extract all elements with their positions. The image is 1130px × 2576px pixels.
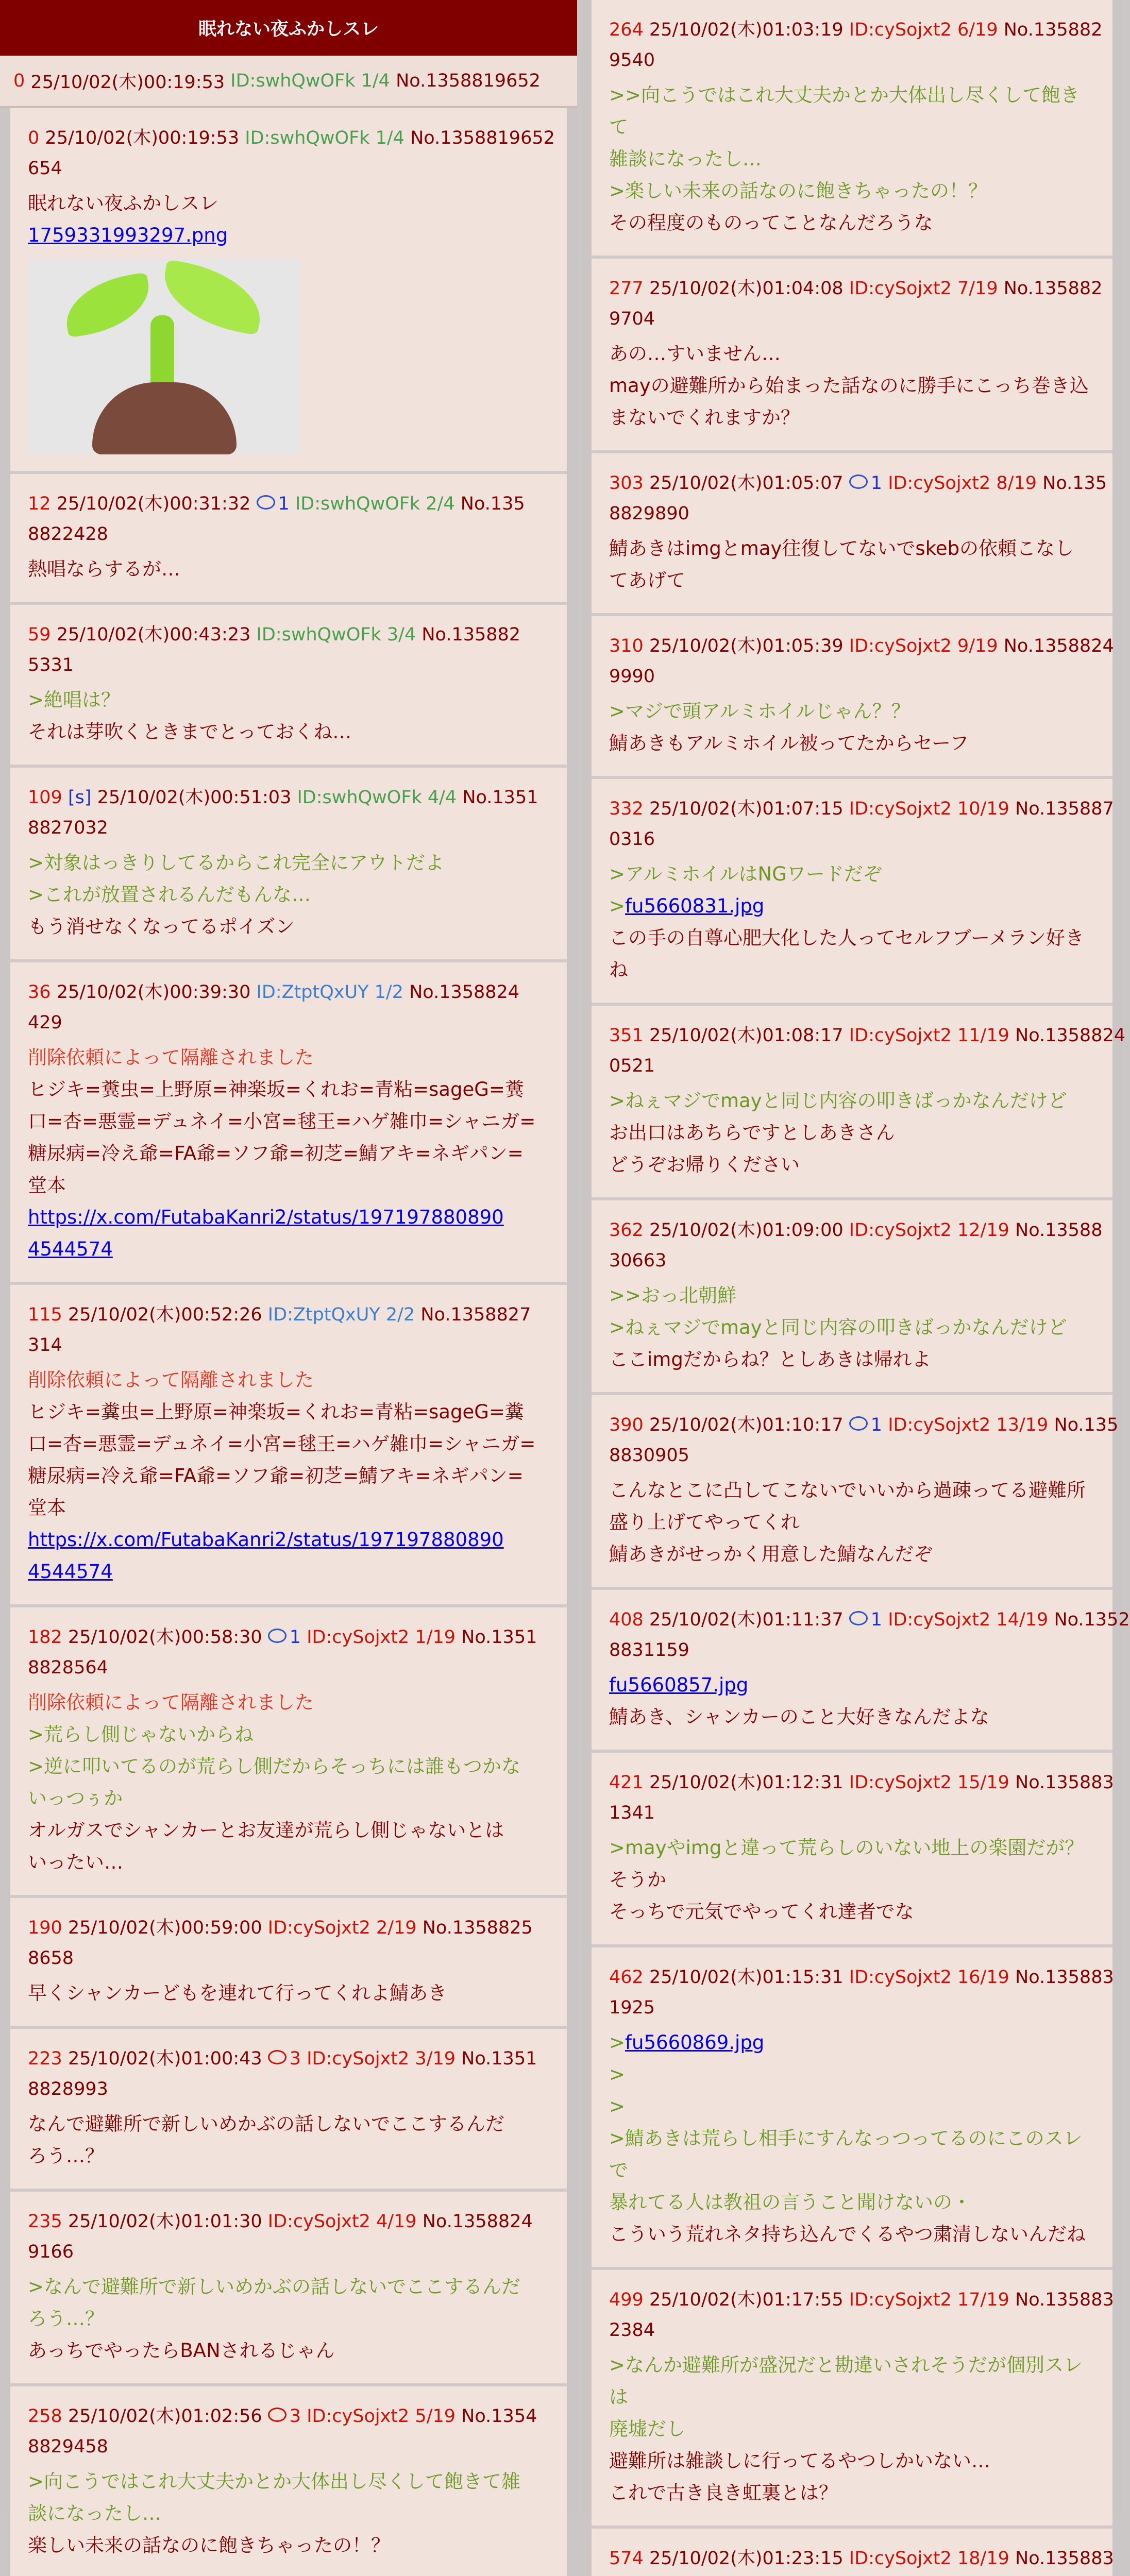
poster-id[interactable]: ID:cySojxt2 16/19: [849, 1967, 1009, 1988]
post-no-continued: [609, 2574, 1097, 2576]
leaf-left-shape: [60, 272, 156, 338]
text-line: 眠れない夜ふかしスレ: [28, 192, 218, 214]
post: [10, 1285, 567, 1607]
post-header: [28, 2401, 551, 2432]
quote-line: >これが放置されるんだもんな…: [28, 884, 311, 906]
post-number[interactable]: 182: [28, 1627, 62, 1648]
post-body: [609, 2027, 1097, 2250]
thread-title-bar: [0, 0, 577, 56]
post-no-continued: 8828564: [28, 1657, 108, 1678]
quote-line: >>向こうではこれ大丈夫かとか大体出し尽くして飽きて: [609, 84, 1080, 138]
reply-bubble-icon[interactable]: [268, 1629, 286, 1643]
poster-id[interactable]: ID:swhQwOFk 1/4: [230, 71, 390, 91]
post-date: 25/10/02(木)00:19:53: [45, 128, 240, 148]
post-no[interactable]: No.135883: [1015, 1772, 1114, 1793]
post-header: [28, 1912, 551, 1943]
poster-id[interactable]: ID:swhQwOFk 1/4: [245, 128, 404, 148]
post-number[interactable]: 223: [28, 2048, 62, 2069]
quote-line: >マジで頭アルミホイルじゃん？？: [609, 700, 910, 722]
post-no-continued: 8828993: [28, 2079, 108, 2099]
quote-line: ろう…？: [28, 2308, 104, 2330]
poster-id[interactable]: ID:cySojxt2 4/19: [267, 2211, 417, 2232]
post-number[interactable]: 499: [609, 2290, 644, 2310]
post-number[interactable]: 310: [609, 636, 644, 656]
quote-line: >なんで避難所で新しいめかぶの話しないでここするんだ: [28, 2276, 521, 2298]
post-body: [28, 684, 551, 748]
sprout-image[interactable]: [28, 259, 300, 454]
post-date: 25/10/02(木)01:12:31: [649, 1772, 844, 1793]
post-body: [609, 1832, 1097, 1928]
post-header: [609, 2284, 1114, 2315]
post: [592, 616, 1112, 779]
post-date: 25/10/02(木)00:52:26: [68, 1304, 262, 1325]
quote-line: >絶唱は？: [28, 689, 121, 711]
post-body: [28, 1042, 551, 1265]
text-line: ね: [609, 959, 628, 981]
post-header: [609, 273, 1103, 304]
post-number[interactable]: 12: [28, 494, 51, 514]
post-no-continued: 8830905: [609, 1445, 689, 1466]
text-line: ここimgだからね？としあきは帰れよ: [609, 1348, 931, 1370]
quote-line: >>おっ北朝鮮: [609, 1284, 737, 1307]
text-line: お出口はあちらですとしあきさん: [609, 1122, 895, 1144]
text-line: これで古き良き虹裏とは？: [609, 2482, 838, 2504]
post-number[interactable]: 190: [28, 1918, 62, 1938]
post-body: [609, 338, 1097, 434]
text-line: 糖尿病=冷え爺=FA爺=ソフ爺=初芝=鯖アキ=ネギパン=: [28, 1465, 524, 1487]
deletion-notice: 削除依頼によって隔離されました: [28, 1691, 314, 1714]
post-body: [609, 79, 1097, 239]
text-line: それは芽吹くときまでとっておくね…: [28, 721, 352, 743]
soil-mound-shape: [92, 382, 237, 454]
post-date: 25/10/02(木)00:59:00: [68, 1918, 262, 1938]
text-line: 熱唱ならするが…: [28, 558, 180, 580]
post-body: [28, 188, 551, 251]
post-date: 25/10/02(木)00:39:30: [56, 982, 251, 1003]
file-link[interactable]: fu5660869.jpg: [625, 2031, 765, 2054]
reply-count[interactable]: 1: [870, 1415, 883, 1435]
post-date: 25/10/02(木)00:43:23: [56, 624, 251, 645]
post-date: 25/10/02(木)00:19:53: [30, 72, 225, 93]
post-body: [609, 1475, 1097, 1570]
text-line: 盛り上げてやってくれ: [609, 1511, 800, 1533]
post-link[interactable]: fu5660857.jpg: [609, 1674, 749, 1696]
post-date: 25/10/02(木)01:01:30: [68, 2211, 262, 2232]
quote-line: >: [609, 2063, 626, 2086]
post-date: 25/10/02(木)00:31:32: [56, 494, 251, 514]
post-body: [609, 696, 1097, 759]
quote-line: >fu5660831.jpg: [609, 895, 765, 917]
deletion-notice: 削除依頼によって隔離されました: [28, 1046, 314, 1069]
reply-bubble-icon[interactable]: [849, 474, 868, 489]
post: [592, 1200, 1112, 1395]
post: [10, 605, 567, 768]
post: [10, 1898, 567, 2029]
post-no-continued: 30663: [609, 1250, 667, 1271]
post: [10, 962, 567, 1285]
post-body: [28, 2271, 551, 2367]
text-line: そうか: [609, 1869, 666, 1891]
poster-id[interactable]: ID:swhQwOFk 2/4: [295, 494, 455, 514]
post-no[interactable]: No.135887: [1015, 799, 1114, 819]
post-header: [609, 1767, 1114, 1798]
post-no[interactable]: No.135883: [1015, 2548, 1114, 2569]
post-date: 25/10/02(木)00:51:03: [97, 787, 292, 808]
file-link[interactable]: fu5660831.jpg: [625, 895, 765, 917]
reply-bubble-icon[interactable]: [849, 1611, 868, 1625]
post-no-continued: 8831159: [609, 1640, 689, 1660]
text-line: なんで避難所で新しいめかぶの話しないでここするんだ: [28, 2113, 504, 2135]
quote-line: >アルミホイルはNGワードだぞ: [609, 863, 882, 885]
post-no-continued: 0521: [609, 1056, 655, 1076]
post-no[interactable]: No.1358827: [420, 1304, 531, 1325]
poster-id[interactable]: ID:cySojxt2 13/19: [888, 1415, 1049, 1435]
post-body: [609, 858, 1097, 986]
text-line: その程度のものってことなんだろうな: [609, 212, 933, 234]
post-no[interactable]: No.1358825: [422, 1918, 533, 1938]
post-date: 25/10/02(木)01:03:19: [649, 20, 844, 40]
post-no[interactable]: No.13588: [1015, 1220, 1103, 1241]
post-link[interactable]: 4544574: [28, 1238, 113, 1260]
post-number[interactable]: 390: [609, 1415, 644, 1435]
poster-id[interactable]: ID:cySojxt2 18/19: [849, 2548, 1009, 2569]
post: [592, 779, 1112, 1006]
text-line: そっちで元気でやってくれ達者でな: [609, 1901, 914, 1923]
text-line: 早くシャンカーどもを連れて行ってくれよ鯖あき: [28, 1982, 447, 2004]
poster-id[interactable]: ID:cySojxt2 2/19: [267, 1918, 417, 1938]
post-no[interactable]: No.1354: [461, 2406, 537, 2427]
text-line: ろう…？: [28, 2145, 104, 2167]
right-post-list: [581, 0, 1130, 2576]
post-header: [609, 1020, 1125, 1051]
text-line: いったい…: [28, 1851, 123, 1873]
post-link[interactable]: https://x.com/FutabaKanri2/status/197197880890: [28, 1206, 504, 1228]
post-no[interactable]: No.1351: [462, 787, 538, 808]
post-header: [28, 1299, 551, 1330]
reply-count[interactable]: 3: [289, 2406, 301, 2427]
poster-id[interactable]: ID:cySojxt2 8/19: [888, 473, 1037, 494]
post: [592, 259, 1112, 453]
post-header: [609, 1962, 1114, 1993]
post-number[interactable]: 235: [28, 2211, 62, 2232]
poster-id[interactable]: ID:swhQwOFk 4/4: [297, 787, 457, 808]
text-line: あっちでやったらBANされるじゃん: [28, 2340, 335, 2362]
post-number[interactable]: 332: [609, 799, 644, 819]
post-date: 25/10/02(木)01:17:55: [649, 2290, 844, 2310]
post-number[interactable]: 408: [609, 1609, 644, 1630]
poster-id[interactable]: ID:ZtptQxUY 1/2: [256, 982, 403, 1003]
post-body: [28, 1364, 551, 1588]
post-date: 25/10/02(木)01:10:17: [649, 1415, 844, 1435]
post-date: 25/10/02(木)01:23:15: [649, 2548, 844, 2569]
post-link[interactable]: 4544574: [28, 1561, 113, 1583]
poster-id[interactable]: ID:ZtptQxUY 2/2: [267, 1304, 415, 1325]
post-date: 25/10/02(木)01:11:37: [649, 1609, 844, 1630]
text-line: mayの避難所から始まった話なのに勝手にこっち巻き込: [609, 375, 1089, 397]
post-no[interactable]: No.135882: [1003, 20, 1103, 40]
post-number[interactable]: 36: [28, 982, 51, 1003]
poster-id[interactable]: ID:cySojxt2 14/19: [888, 1609, 1049, 1630]
quote-line: >対象はっきりしてるからこれ完全にアウトだよ: [28, 852, 445, 874]
post-no[interactable]: No.1358824: [422, 2211, 533, 2232]
text-line: 鯖あきがせっかく用意した鯖なんだぞ: [609, 1543, 933, 1565]
quote-line: >向こうではこれ大丈夫かとか大体出し尽くして飽きて雑: [28, 2470, 521, 2493]
reply-count[interactable]: 1: [289, 1627, 301, 1648]
sage-badge: [s]: [68, 787, 92, 808]
quote-line: >: [609, 2095, 626, 2117]
post-header: [28, 2206, 551, 2237]
post-no-continued: 0316: [609, 829, 655, 850]
post-number[interactable]: 258: [28, 2406, 62, 2427]
post-date: 25/10/02(木)01:07:15: [649, 799, 844, 819]
post-body: [28, 847, 551, 943]
post-date: 25/10/02(木)01:02:56: [68, 2406, 262, 2427]
reply-count[interactable]: 1: [870, 473, 883, 494]
post-no-continued: 1925: [609, 1997, 655, 2018]
post-header: [609, 2543, 1114, 2574]
text-line: 口=杏=悪霊=デュネイ=小宮=毬王=ハゲ雑巾=シャニガ=: [28, 1433, 536, 1455]
post-no-continued: 9990: [609, 666, 655, 687]
poster-id[interactable]: ID:cySojxt2 5/19: [307, 2406, 456, 2427]
post-number[interactable]: 59: [28, 624, 51, 645]
post-number[interactable]: 109: [28, 787, 62, 808]
post-no[interactable]: No.1358819652: [410, 128, 555, 148]
poster-id[interactable]: ID:cySojxt2 12/19: [849, 1220, 1009, 1241]
post: [592, 2270, 1112, 2529]
quote-line: >楽しい未来の話なのに飽きちゃったの！？: [609, 180, 988, 202]
post-number[interactable]: 115: [28, 1304, 62, 1325]
quote-line: 談になったし…: [28, 2502, 161, 2524]
text-line: 糖尿病=冷え爺=FA爺=ソフ爺=初芝=鯖アキ=ネギパン=: [28, 1142, 524, 1164]
post-body: [609, 1669, 1097, 1733]
post-header: [28, 977, 551, 1008]
text-line: こんなとこに凸してこないでいいから過疎ってる避難所: [609, 1479, 1086, 1501]
quote-line: いっつぅか: [28, 1787, 123, 1809]
post-no[interactable]: No.1351: [461, 1627, 537, 1648]
quote-line: >mayやimgと違って荒らしのいない地上の楽園だが？: [609, 1837, 1084, 1859]
post-number: 0: [13, 71, 25, 91]
text-line: オルガスでシャンカーとお友達が荒らし側じゃないとは: [28, 1819, 504, 1841]
poster-id[interactable]: ID:cySojxt2 15/19: [849, 1772, 1009, 1793]
post-body: [609, 1085, 1097, 1181]
poster-id[interactable]: ID:swhQwOFk 3/4: [256, 624, 416, 645]
reply-count[interactable]: 1: [278, 494, 290, 514]
post: [592, 1753, 1112, 1947]
quote-line: >鯖あきは荒らし相手にすんなっつってるのにこのスレで: [609, 2127, 1083, 2181]
post-no-continued: 9540: [609, 50, 655, 71]
post: [10, 2029, 567, 2192]
post-no[interactable]: No.1351: [461, 2048, 537, 2069]
post-no[interactable]: No.1358824: [1015, 1025, 1125, 1046]
post: [10, 2192, 567, 2386]
post-number[interactable]: 277: [609, 278, 644, 299]
poster-id[interactable]: ID:cySojxt2 7/19: [849, 278, 998, 299]
post-header: [28, 488, 551, 519]
post-header: [28, 2043, 551, 2074]
text-line: この手の自尊心肥大化した人ってセルフブーメラン好き: [609, 927, 1085, 949]
post-number[interactable]: 303: [609, 473, 644, 494]
quote-line: 暴れてる人は教祖の言うこと聞けないの・: [609, 2191, 971, 2213]
post: [592, 1395, 1119, 1590]
poster-id[interactable]: ID:cySojxt2 1/19: [307, 1627, 456, 1648]
poster-id[interactable]: ID:cySojxt2 17/19: [849, 2290, 1009, 2310]
post-no[interactable]: No.1352: [1054, 1609, 1130, 1630]
text-line: もう消せなくなってるポイズン: [28, 916, 295, 938]
post-body: [609, 533, 1097, 597]
post-body: [609, 1280, 1097, 1376]
post-date: 25/10/02(木)01:15:31: [649, 1967, 844, 1988]
left-post-list: [0, 108, 577, 2576]
post: [10, 108, 567, 474]
post-number[interactable]: 0: [28, 128, 40, 148]
post-no-continued: 8827032: [28, 818, 108, 838]
poster-id[interactable]: ID:cySojxt2 10/19: [849, 799, 1009, 819]
reply-bubble-icon[interactable]: [849, 1416, 868, 1431]
quote-line: >ねぇマジでmayと同じ内容の叩きばっかなんだけど: [609, 1316, 1067, 1338]
reply-count[interactable]: 3: [289, 2048, 301, 2069]
post-body: [28, 2108, 551, 2172]
reply-bubble-icon[interactable]: [257, 495, 275, 510]
post-no[interactable]: No.1358824: [1003, 636, 1114, 656]
post-no-continued: 1341: [609, 1803, 655, 1823]
post-number[interactable]: 421: [609, 1772, 644, 1793]
reply-bubble-icon[interactable]: [268, 2050, 286, 2064]
post-no-continued: 8822428: [28, 524, 108, 545]
post-header: [609, 1604, 1130, 1635]
text-line: 鯖あきはimgとmay往復してないでskebの依頼こなし: [609, 537, 1074, 560]
text-line: あの…すいません…: [609, 343, 781, 365]
post-header: [609, 631, 1114, 662]
post: [592, 2529, 1112, 2576]
post-no[interactable]: No.1358819652: [396, 71, 541, 91]
quote-line: >fu5660869.jpg: [609, 2031, 765, 2054]
poster-id[interactable]: ID:cySojxt2 9/19: [849, 636, 998, 656]
reply-bubble-icon[interactable]: [268, 2408, 286, 2422]
post-number[interactable]: 462: [609, 1967, 644, 1988]
text-line: 堂本: [28, 1497, 66, 1519]
text-line: まないでくれますか？: [609, 406, 800, 429]
quote-line: 廃墟だし: [609, 2418, 685, 2440]
post: [592, 1006, 1125, 1200]
post-date: 25/10/02(木)00:58:30: [68, 1627, 262, 1648]
post-date: 25/10/02(木)01:09:00: [649, 1220, 844, 1241]
post-no-continued: 429: [28, 1012, 62, 1033]
reply-count[interactable]: 1: [870, 1609, 883, 1630]
post-body: [28, 1687, 551, 1878]
post: [10, 2386, 567, 2576]
post-date: 25/10/02(木)01:05:07: [649, 473, 844, 494]
post-no-continued: 314: [28, 1335, 62, 1355]
post-no-continued: 9704: [609, 309, 655, 329]
right-column: [581, 0, 1130, 2569]
text-line: 堂本: [28, 1174, 66, 1196]
post-number[interactable]: 351: [609, 1025, 644, 1046]
post-no[interactable]: No.135883: [1015, 2290, 1114, 2310]
post-no[interactable]: No.135: [460, 494, 525, 514]
deletion-notice: 削除依頼によって隔離されました: [28, 1369, 314, 1391]
post: [10, 474, 567, 605]
post-header: [28, 619, 551, 650]
post-no[interactable]: No.135883: [1015, 1967, 1114, 1988]
post: [592, 1590, 1130, 1753]
text-line: 鯖あき、シャンカーのこと大好きなんだよな: [609, 1706, 989, 1728]
text-line: 楽しい未来の話なのに飽きちゃったの！？: [28, 2534, 390, 2556]
post-no-continued: 2384: [609, 2320, 655, 2341]
post-header: [609, 1215, 1103, 1246]
post-link[interactable]: https://x.com/FutabaKanri2/status/197197880890: [28, 1529, 504, 1551]
post-number[interactable]: 362: [609, 1220, 644, 1241]
post: [592, 1947, 1112, 2270]
post-body: [28, 553, 551, 585]
post-no[interactable]: No.135882: [1003, 278, 1103, 299]
post-header: [609, 468, 1107, 499]
post-no-continued: 5331: [28, 655, 74, 675]
poster-id[interactable]: ID:cySojxt2 3/19: [307, 2048, 456, 2069]
post-no-continued: 8658: [28, 1948, 74, 1969]
text-line: ヒジキ=糞虫=上野原=神楽坂=くれお=青粘=sageG=糞: [28, 1078, 524, 1100]
post-no[interactable]: No.135: [1054, 1415, 1119, 1435]
post-date: 25/10/02(木)01:05:39: [649, 636, 844, 656]
post-number[interactable]: 264: [609, 20, 644, 40]
post-link[interactable]: 1759331993297.png: [28, 224, 228, 246]
post-header: [28, 123, 555, 154]
post-no-continued: 654: [28, 158, 62, 179]
quote-line: >なんか避難所が盛況だと勘違いされそうだが個別スレは: [609, 2354, 1083, 2408]
text-line: 鯖あきもアルミホイル被ってたからセーフ: [609, 732, 969, 754]
post-header: [28, 1622, 551, 1653]
quote-line: >ねぇマジでmayと同じ内容の叩きばっかなんだけど: [609, 1090, 1067, 1112]
op-summary-line[interactable]: [0, 56, 577, 108]
post: [592, 453, 1112, 616]
poster-id[interactable]: ID:cySojxt2 6/19: [849, 20, 998, 40]
post-body: [28, 2466, 551, 2562]
post-no-continued: 8829458: [28, 2436, 108, 2457]
poster-id[interactable]: ID:cySojxt2 11/19: [849, 1025, 1009, 1046]
post-no[interactable]: No.135882: [421, 624, 521, 645]
post-header: [609, 793, 1114, 824]
post-body: [28, 1977, 551, 2009]
post-header: [609, 1410, 1119, 1440]
text-line: 口=杏=悪霊=デュネイ=小宮=毬王=ハゲ雑巾=シャニガ=: [28, 1110, 536, 1132]
post-date: 25/10/02(木)01:00:43: [68, 2048, 262, 2069]
text-line: ヒジキ=糞虫=上野原=神楽坂=くれお=青粘=sageG=糞: [28, 1401, 524, 1423]
post: [10, 1607, 567, 1898]
post-no[interactable]: No.135: [1042, 473, 1107, 494]
post: [10, 768, 567, 962]
text-line: 避難所は雑談しに行ってるやつしかいない…: [609, 2450, 990, 2472]
quote-line: 雑談になったし…: [609, 148, 762, 170]
post-body: [609, 2349, 1097, 2509]
quote-line: >荒らし側じゃないからね: [28, 1723, 254, 1745]
text-line: こういう荒れネタ持ち込んでくるやつ粛清しないんだね: [609, 2223, 1086, 2245]
post-header: [609, 14, 1103, 45]
text-line: てあげて: [609, 569, 685, 591]
post-date: 25/10/02(木)01:08:17: [649, 1025, 844, 1046]
post-no-continued: 9166: [28, 2242, 74, 2262]
post: [592, 0, 1112, 259]
post-date: 25/10/02(木)01:04:08: [649, 278, 844, 299]
text-line: どうぞお帰りください: [609, 1154, 800, 1176]
thread-title: 眠れない夜ふかしスレ: [198, 19, 379, 40]
quote-line: >逆に叩いてるのが荒らし側だからそっちには誰もつかな: [28, 1755, 521, 1777]
post-no-continued: 8829890: [609, 503, 689, 524]
post-no[interactable]: No.1358824: [409, 982, 520, 1003]
post-number[interactable]: 574: [609, 2548, 644, 2569]
post-header: [28, 782, 551, 813]
